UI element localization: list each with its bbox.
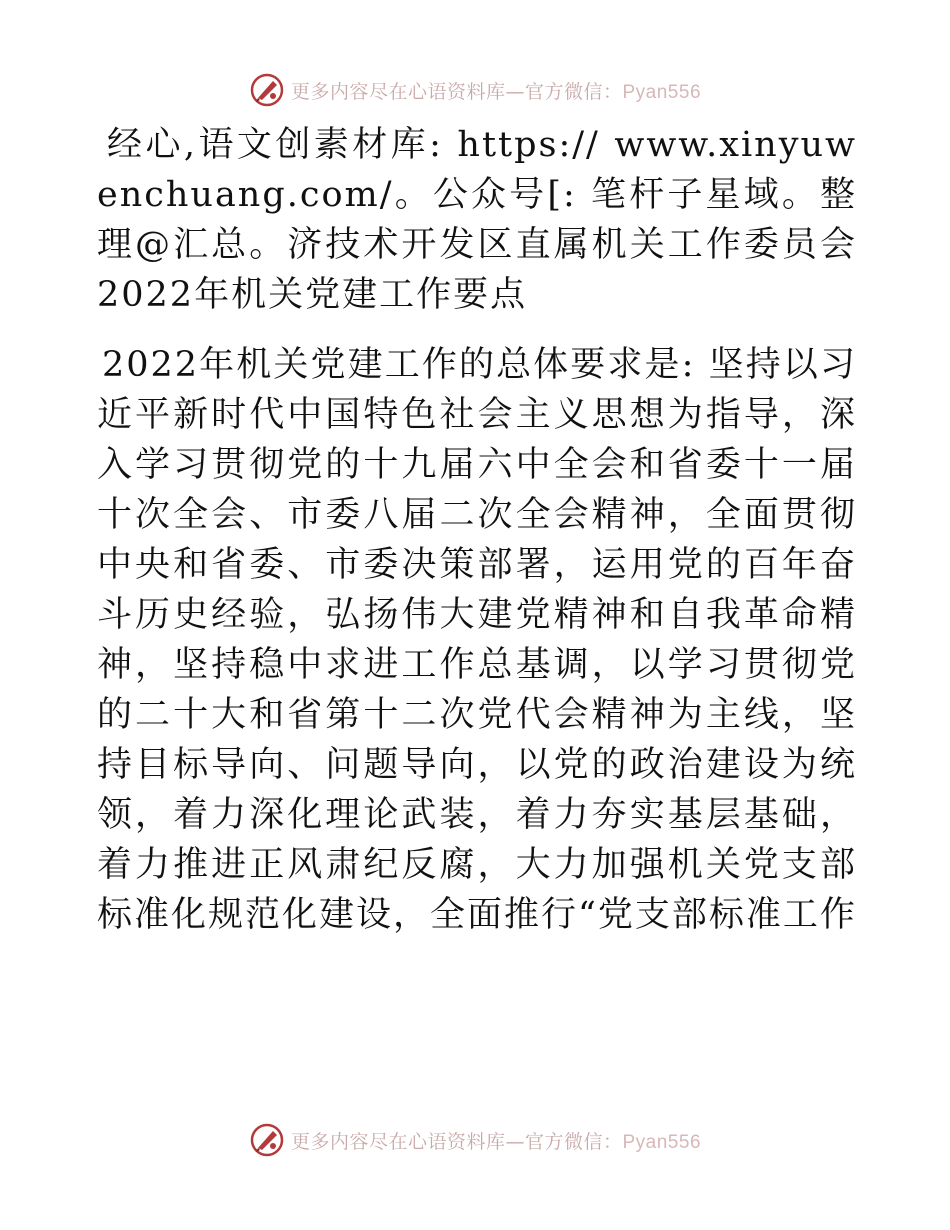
banner-dash: — — [505, 1130, 525, 1153]
banner-wechat-label: 官方微信： — [524, 1130, 623, 1153]
banner-wechat-id: Pyan556 — [622, 1131, 702, 1153]
banner-dash: — — [505, 80, 525, 103]
footer-banner — [0, 1120, 950, 1160]
banner-text — [291, 1127, 701, 1154]
banner-slogan: 更多内容尽在心语资料库 — [290, 1130, 506, 1153]
paragraph-requirements: 2022年机关党建工作的总体要求是: 坚持以习近平新时代中国特色社会主义思想为指导，深入学习贯彻党的十九届六中全会和省委十一届十次全会、市委八届二次全会精神，全面贯彻中央和省委、市委决策部署，运用党的百年奋斗历史经验，弘扬伟大建党精神和自我革命精神，坚持稳中求进工作总基调，以学习贯彻党的二十大和省第十二次党代会精神为主线，坚持目标导向、问题导向，以党的政治建设为统领，着力深化理论武装，着力夯实基层基础，着力推进正风肃纪反腐，大力加强机关党支部标准化规范化建设，全面推行“党支部标准工作 — [97, 345, 857, 935]
banner-wechat-label: 官方微信： — [524, 80, 623, 103]
header-banner — [0, 70, 950, 110]
banner-slogan: 更多内容尽在心语资料库 — [290, 80, 506, 103]
document-body — [97, 120, 857, 940]
banner-text — [291, 77, 701, 104]
paragraph-intro: 经心,语文创素材库: https:// www.xinyuwenchuang.com/。公众号[: 笔杆子星域。整理@汇总。济技术开发区直属机关工作委员会2022年机关党建工作要点 — [97, 125, 857, 315]
pen-logo-icon — [249, 1122, 285, 1158]
pen-logo-icon — [249, 72, 285, 108]
banner-wechat-id: Pyan556 — [622, 81, 702, 103]
